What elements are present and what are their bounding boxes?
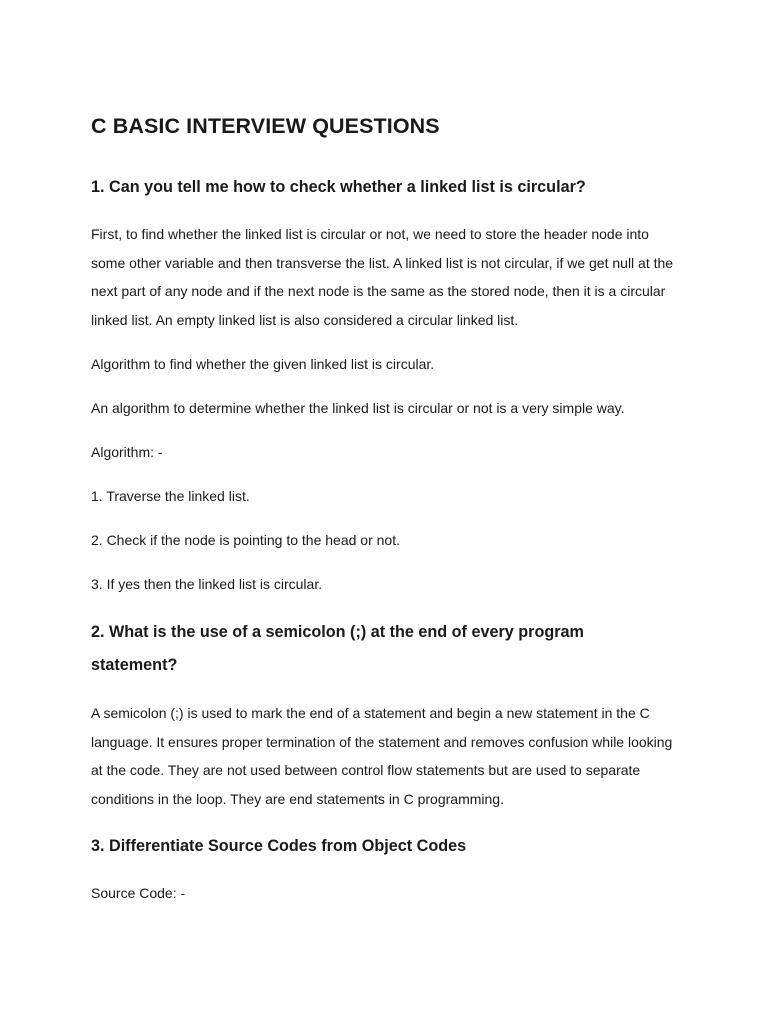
heading-line: statement? xyxy=(91,656,178,674)
answer-line: next part of any node and if the next node is the same as the stored node, then it is a circular xyxy=(91,283,666,300)
question-3-heading: 3. Differentiate Source Codes from Object Codes xyxy=(91,837,467,855)
heading-line: 2. What is the use of a semicolon (;) at the end of every program xyxy=(91,623,584,641)
algorithm-description: An algorithm to determine whether the linked list is circular or not is a very simple way. xyxy=(91,400,625,416)
answer-line: First, to find whether the linked list is circular or not, we need to store the header node into xyxy=(91,226,649,242)
answer-line: linked list. An empty linked list is also considered a circular linked list. xyxy=(91,312,519,329)
question-1-heading: 1. Can you tell me how to check whether a linked list is circular? xyxy=(91,178,586,196)
question-2-heading xyxy=(91,616,584,682)
answer-line: conditions in the loop. They are end statements in C programming. xyxy=(91,791,504,808)
question-1-answer xyxy=(91,220,691,335)
answer-line: some other variable and then transverse the list. A linked list is not circular, if we get null at the xyxy=(91,254,674,271)
algorithm-step: 2. Check if the node is pointing to the head or not. xyxy=(91,532,400,548)
source-code-label: Source Code: - xyxy=(91,885,186,901)
question-2-answer xyxy=(91,699,691,814)
algorithm-intro: Algorithm to find whether the given linked list is circular. xyxy=(91,356,435,372)
answer-line: A semicolon (;) is used to mark the end of a statement and begin a new statement in the C xyxy=(91,705,650,721)
algorithm-step: 1. Traverse the linked list. xyxy=(91,488,250,504)
algorithm-label: Algorithm: - xyxy=(91,444,163,460)
page-title: C BASIC INTERVIEW QUESTIONS xyxy=(91,114,440,138)
answer-line: at the code. They are not used between control flow statements but are used to separate xyxy=(91,762,641,779)
answer-line: language. It ensures proper termination of the statement and removes confusion while looking xyxy=(91,733,673,750)
algorithm-step: 3. If yes then the linked list is circular. xyxy=(91,576,323,592)
